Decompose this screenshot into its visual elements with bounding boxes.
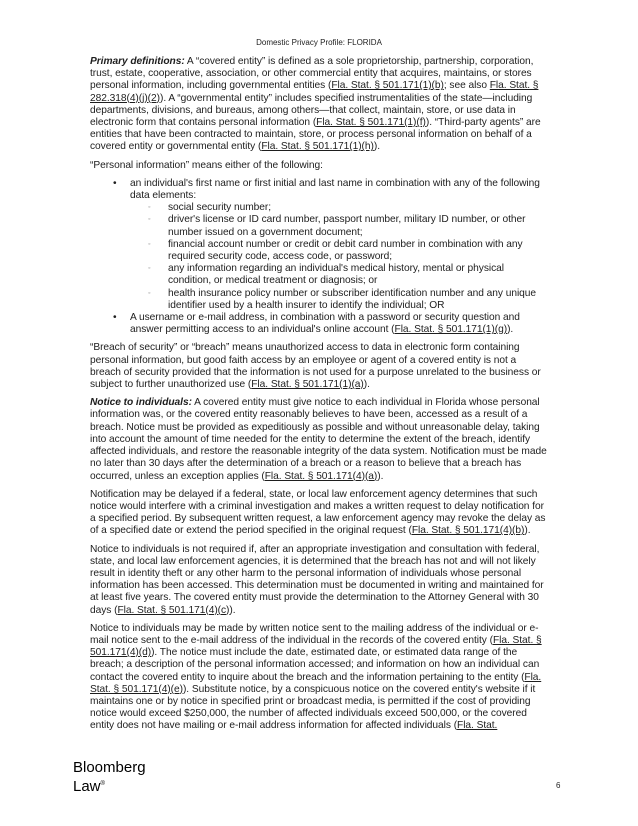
citation-link[interactable]: Fla. Stat. § 501.171(1)(a): [251, 379, 364, 391]
sub-list-item: [130, 263, 548, 287]
registered-mark: ®: [100, 781, 105, 787]
paragraph-text: ).: [524, 525, 531, 537]
list-item: [90, 312, 548, 336]
notification-delay-paragraph: [90, 489, 548, 538]
logo-line-law: [73, 776, 146, 795]
sub-bullet-icon: ◦: [148, 204, 151, 212]
primary-definitions-paragraph: [90, 56, 548, 154]
data-elements-list: [130, 202, 548, 312]
logo-line-bloomberg: Bloomberg: [73, 759, 146, 776]
sub-list-item-text: financial account number or credit or debit card number in combination with any required security code, access code, or password;: [168, 238, 523, 263]
sub-bullet-icon: ◦: [148, 216, 151, 224]
sub-list-item: [130, 202, 548, 214]
bullet-icon: •: [113, 177, 117, 189]
sub-list-item: [130, 214, 548, 238]
citation-link[interactable]: Fla. Stat. § 501.171(4)(a): [264, 470, 378, 482]
sub-list-item-text: driver's license or ID card number, passport number, military ID number, or other number issued on a government document;: [168, 214, 526, 238]
citation-link[interactable]: Fla. Stat. § 501.171(1)(f): [316, 117, 426, 129]
paragraph-text: ).: [373, 141, 380, 153]
list-item-text: ).: [507, 324, 514, 336]
paragraph-text: ). Substitute notice, by a conspicuous notice on the covered entity's website if it maintains one or by notice in specified print or broadcast media, is permitted if the cost of providing notice would exceed $250,000, the number of affected individuals exceed 500,000, or the covered entity does not have mailing or e-mail address information for affected individuals (: [90, 683, 536, 732]
personal-information-list: [90, 178, 548, 337]
logo-line-law-text: Law: [73, 778, 101, 795]
bullet-icon: •: [113, 312, 117, 324]
bloomberg-law-logo: [73, 760, 146, 795]
paragraph-text: “Breach of security” or “breach” means unauthorized access to data in electronic form containing personal information, but good faith access by an employee or agent of a covered entity is not a breach of security provided that the information is not used for a purpose unrelated to the business or subject to further unauthorized use (: [90, 342, 541, 391]
sub-bullet-icon: ◦: [148, 265, 151, 273]
paragraph-text: ).: [229, 604, 236, 616]
sub-list-item-text: any information regarding an individual's medical history, mental or physical condition, or medical treatment or diagnosis; or: [168, 263, 504, 287]
notice-to-individuals-paragraph: [90, 397, 548, 482]
sub-list-item-text: health insurance policy number or subscriber identification number and any unique identifier used by a health insurer to identify the individual; OR: [168, 287, 537, 311]
list-item-text: A username or e-mail address, in combination with a password or security question and answer permitting access to an individual's online account (: [130, 312, 520, 336]
sub-list-item: [130, 239, 548, 263]
paragraph-text: ).: [363, 379, 370, 391]
paragraph-text: ; see also: [443, 80, 490, 92]
citation-link[interactable]: Fla. Stat. § 501.171(4)(e): [90, 671, 542, 695]
notice-to-individuals-lead: Notice to individuals:: [90, 397, 192, 409]
sub-list-item-text: social security number;: [168, 202, 272, 214]
document-body: [90, 56, 548, 739]
list-item: [90, 178, 548, 312]
paragraph-text: ). “Third-party agents” are entities that have been contracted to maintain, store, or process personal information on behalf of a covered entity or governmental entity (: [90, 117, 541, 153]
paragraph-text: ).: [377, 470, 384, 482]
citation-link[interactable]: Fla. Stat. § 501.171(1)(b): [331, 80, 444, 92]
page-number: 6: [556, 781, 561, 790]
paragraph-text: A covered entity must give notice to each individual in Florida whose personal information was, or the covered entity reasonably believes to have been, accessed as a result of a breach. Notice must be provided as expeditiously as possible and without unreasonable delay, taking into account the amount of time needed for the entity to determine the extent of the breach, identify affected individuals, and restore the reasonable integrity of the data system. Notification must be made no later than 30 days after the determination of a breach or a reason to believe that a breach has occurred, unless an exception applies (: [90, 397, 547, 482]
sub-bullet-icon: ◦: [148, 289, 151, 297]
personal-information-intro: “Personal information” means either of the following:: [90, 159, 323, 171]
primary-definitions-lead: Primary definitions:: [90, 56, 185, 67]
citation-link[interactable]: Fla. Stat. § 501.171(4)(b): [411, 525, 525, 537]
citation-link[interactable]: Fla. Stat. § 501.171(1)(h): [261, 141, 374, 153]
breach-definition-paragraph: [90, 342, 548, 391]
citation-link[interactable]: Fla. Stat.: [457, 720, 498, 732]
citation-link[interactable]: Fla. Stat. § 501.171(1)(g): [394, 324, 508, 336]
paragraph-text: ). A “governmental entity” includes specified instrumentalities of the state—including departments, divisions, and bureaus, among others—that collect, maintain, store, or use data in electronic form that contains personal information (: [90, 92, 533, 129]
citation-link[interactable]: Fla. Stat. § 282.318(4)(j)(2): [90, 80, 539, 104]
paragraph-text: A “covered entity” is defined as a sole proprietorship, partnership, corporation, trust, estate, cooperative, association, or other commercial entity that acquires, maintains, or stores personal information, including governmental entities (: [90, 56, 534, 92]
page-header: Domestic Privacy Profile: FLORIDA: [256, 38, 382, 47]
paragraph-text: Notice to individuals is not required if, after an appropriate investigation and consultation with federal, state, and local law enforcement agencies, it is determined that the breach has not and will not likely result in identity theft or any other harm to the personal information of individuals whose personal information has been accessed. This determination must be documented in writing and maintained for at least five years. The covered entity must provide the determination to the Attorney General with 30 days (: [90, 543, 544, 616]
citation-link[interactable]: Fla. Stat. § 501.171(4)(c): [117, 604, 230, 616]
list-item-text: an individual's first name or first initial and last name in combination with any of the following data elements:: [130, 177, 540, 202]
paragraph-text: Notification may be delayed if a federal, state, or local law enforcement agency determines that such notice would interfere with a criminal investigation and makes a written request to delay notification for a specified period. By subsequent written request, a law enforcement agency may revoke the delay as of a specified date or extend the period specified in the original request (: [90, 488, 546, 537]
notice-method-paragraph: [90, 623, 548, 733]
sub-list-item: [130, 288, 548, 312]
paragraph-text: Notice to individuals may be made by written notice sent to the mailing address of the individual or e-mail notice sent to the e-mail address of the individual in the records of the covered entity (: [90, 622, 539, 646]
paragraph-text: ). The notice must include the date, estimated date, or estimated data range of the breach; a description of the personal information accessed; and information on how an individual can contact the covered entity to inquire about the breach and the information pertaining to the entity (: [90, 647, 540, 683]
citation-link[interactable]: Fla. Stat. § 501.171(4)(d): [90, 634, 542, 659]
sub-bullet-icon: ◦: [148, 240, 151, 248]
notice-not-required-paragraph: [90, 544, 548, 617]
